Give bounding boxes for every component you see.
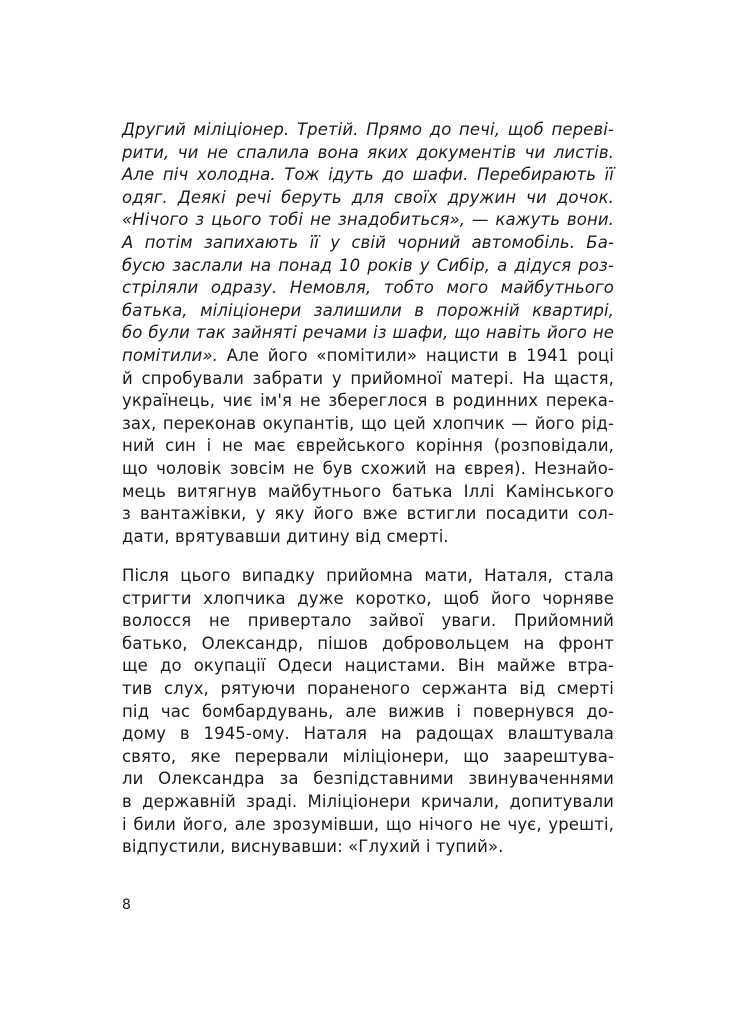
text-line: А потім запихають її у свій чорний автомобіль. Ба- [122, 232, 614, 252]
text-line: мець витягнув майбутнього батька Іллі Камінського [122, 481, 614, 501]
regular-segment: Але його «помітили» нацисти в 1941 році [217, 345, 614, 365]
text-line: «Нічого з цього тобі не знадобиться», — кажуть вони. [122, 210, 614, 230]
paragraph-1 [122, 119, 614, 548]
text-line: стригти хлопчика дуже коротко, щоб його чорняве [122, 588, 614, 608]
text-line: батька, міліціонери залишили в порожній квартирі, [122, 300, 614, 320]
text-line: ли Олександра за безпідставними звинуваченнями [122, 769, 614, 789]
text-line: дати, врятувавши дитину від смерті. [122, 526, 449, 546]
text-line: зах, переконав окупантів, що цей хлопчик — його рід- [122, 413, 614, 433]
text-line: відпустили, виснувавши: «Глухий і тупий». [122, 837, 504, 857]
text-line: і били його, але зрозумівши, що нічого не чує, урешті, [122, 814, 614, 834]
text-line: батько, Олександр, пішов добровольцем на фронт [122, 633, 614, 653]
text-line: волосся не привертало зайвої уваги. Прийомний [122, 611, 614, 631]
text-line: з вантажівки, у яку його вже встигли посадити сол- [122, 504, 614, 524]
text-line: стріляли одразу. Немовля, тобто мого майбутнього [122, 278, 614, 298]
paragraph-2 [122, 565, 614, 859]
text-line: тив слух, рятуючи пораненого сержанта від смерті [122, 678, 614, 698]
text-line: ний син і не має єврейського коріння (розповідали, [122, 436, 614, 456]
page-number: 8 [122, 897, 131, 913]
text-line: дому в 1945-ому. Наталя на радощах влаштувала [122, 724, 614, 744]
text-line: українець, чиє ім'я не збереглося в родинних перека- [122, 391, 614, 411]
text-line: під час бомбардувань, але вижив і повернувся до- [122, 701, 614, 721]
text-line: й спробували забрати у прийомної матері. На щастя, [122, 368, 614, 388]
text-line: Але піч холодна. Тож ідуть до шафи. Перебирають її [122, 165, 614, 185]
text-line-mixed [122, 345, 614, 368]
text-line: бусю заслали на понад 10 років у Сибір, а дідуся роз- [122, 255, 614, 275]
text-line: Другий міліціонер. Третій. Прямо до печі, щоб переві- [122, 120, 614, 139]
text-line: в державній зраді. Міліціонери кричали, допитували [122, 791, 614, 811]
text-line: що чоловік зовсім не був схожий на єврея). Незнайо- [122, 458, 614, 478]
text-line: свято, яке перервали міліціонери, що заарештува- [122, 746, 614, 766]
text-line: бо були так зайняті речами із шафи, що навіть його не [122, 323, 614, 343]
text-line: ще до окупації Одеси нацистами. Він майже втра- [122, 656, 614, 676]
text-line: рити, чи не спалила вона яких документів чи листів. [122, 142, 614, 162]
text-line: Після цього випадку прийомна мати, Наталя, стала [122, 566, 614, 585]
italic-segment: помітили». [122, 345, 218, 365]
text-line: одяг. Деякі речі беруть для своїх дружин чи дочок. [122, 187, 614, 207]
